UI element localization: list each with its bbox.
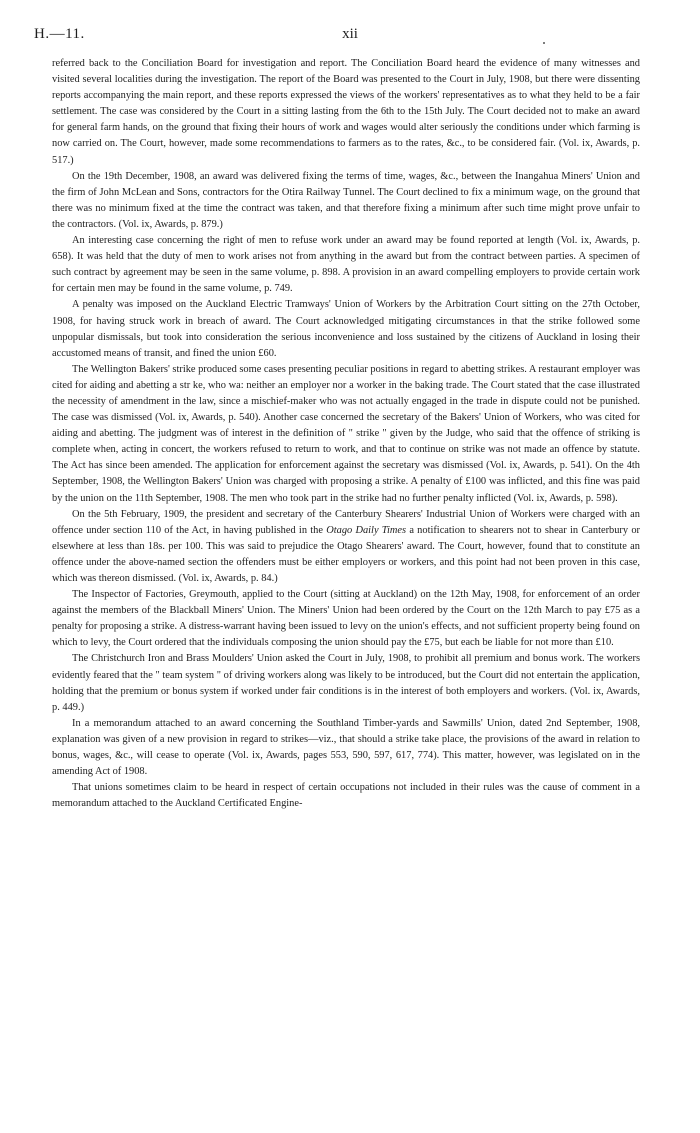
body-text	[52, 56, 640, 812]
paragraph-bakers-strike: The Wellington Bakers' strike produced some cases presenting peculiar positions in regard to abetting strikes. A restaurant employer was cited for aiding and abetting a str ke, who wa: neither an employer nor a worker in the baking trade. The Court stated that the case illustrated the necessity of amendment in the law, since a mischief-maker who was not actually engaged in the trade in dispute could not be punished. The case was dismissed (Vol. ix, Awards, p. 540). Another case concerned the secretary of the Bakers' Union of Workers, who was cited for aiding and abetting. The judgment was of interest in the definition of " strike " given by the Judge, who said that the offence of striking is complete when, acting in concert, the workers refused to return to work, and that to continue on strike was not made an offence by statute. The Act has since been amended. The application for enforcement against the secretary was dismissed (Vol. ix, Awards, p. 541). On the 4th September, 1908, the Wellington Bakers' Union was charged with proposing a strike. A penalty of £100 was inflicted, and this fine was paid by the union on the 11th September, 1908. The men who took part in the strike had no further penalty inflicted (Vol. ix, Awards, p. 598).	[52, 363, 640, 504]
page-header	[34, 26, 666, 48]
paragraph-southland-timber: In a memorandum attached to an award concerning the Southland Timber-yards and Sawmills' Union, dated 2nd September, 1908, explanation was given of a new provision in regard to strikes—viz., that should a strike take place, the provisions of the award in relation to bonus, wages, &c., will cease to operate (Vol. ix, Awards, pages 553, 590, 597, 617, 774). This matter, however, was legislated on in the amending Act of 1908.	[52, 717, 640, 778]
paragraph-farm-hands: referred back to the Conciliation Board for investigation and report. The Conciliation Board heard the evidence of many witnesses and visited several localities during the investigation. The report of the Board was presented to the Court in July, 1908, but there were dissenting reports accompanying the main report, and these reports expressed the views of the workers' representatives as to what they held to be a fair settlement. The case was considered by the Court in a sitting lasting from the 6th to the 15th July. The Court decided not to make an award for general farm hands, on the ground that fixing their hours of work and wages would alter seriously the conditions under which farming is now carried on. The Court, however, made some recommendations to farmers as to the rates, &c., to be considered fair. (Vol. ix, Awards, p. 517.)	[52, 58, 640, 166]
paragraph-shearers	[52, 507, 640, 587]
paragraph-refuse-work: An interesting case concerning the right of men to refuse work under an award may be found reported at length (Vol. ix, Awards, p. 658). It was held that the duty of men to work arises not from anything in the award but from the contract between parties. A specimen of such contract by agreement may be seen in the same volume, p. 898. A provision in an award compelling employers to provide certain work for certain men may be found in the same volume, p. 749.	[52, 235, 640, 295]
paragraph-blackball-miners: The Inspector of Factories, Greymouth, applied to the Court (sitting at Auckland) on the 12th May, 1908, for enforcement of an order against the members of the Blackball Miners' Union. The Miners' Union had been ordered by the Court on the 12th March to pay £75 as a penalty for proposing a strike. A distress-warrant having been issued to levy on the union's effects, and not sufficient property being found on which to levy, the Court ordered that the individuals composing the union should pay the £75, but each be liable for not more than £10.	[52, 589, 640, 649]
shearers-text-after: a notification to shearers not to shear in Canterbury or elsewhere at less than 18s. per 100. This was said to prejudice the Otago Shearers' award. The Court, however, found that to constitute an offence under the above-named section the offenders must be either employers or workers, and this point had not been proven in this case, which was thereon dismissed. (Vol. ix, Awards, p. 84.)	[52, 524, 641, 584]
newspaper-title: Otago Daily Times	[326, 524, 407, 536]
paragraph-engine-drivers: That unions sometimes claim to be heard in respect of certain occupations not included in their rules was the cause of comment in a memorandum attached to the Auckland Certificated Engine-	[52, 782, 640, 810]
shearers-text-before: On the 5th February, 1909, the president and secretary of the Canterbury Shearers' Industrial Union of Workers were charged with an offence under section 110 of the Act, in having published in the	[52, 508, 640, 536]
paragraph-moulders-bonus: The Christchurch Iron and Brass Moulders' Union asked the Court in July, 1908, to prohibit all premium and bonus work. The workers evidently feared that the " team system " of driving workers along was likely to be introduced, but the Court did not entertain the application, holding that the premium or bonus system if worked under fair conditions is in the interest of both employers and workers. (Vol. ix, Awards, p. 449.)	[52, 653, 640, 713]
paragraph-otira-tunnel: On the 19th December, 1908, an award was delivered fixing the terms of time, wages, &c., between the Inangahua Miners' Union and the firm of John McLean and Sons, contractors for the Otira Railway Tunnel. The Court declined to fix a minimum wage, on the ground that there was no minimum fixed at the time the contract was taken, and that therefore fixing a minimum after such time might prove unfair to the contractors. (Vol. ix, Awards, p. 879.)	[52, 170, 640, 230]
parliamentary-paper-number: H.—11.	[34, 26, 85, 42]
paragraph-tramways-penalty: A penalty was imposed on the Auckland Electric Tramways' Union of Workers by the Arbitration Court sitting on the 27th October, 1908, for having struck work in breach of award. The Court acknowledged mitigating circumstances in that the strike followed some unpopular dismissals, but took into consideration the serious inconvenience and loss sustained by the citizens of Auckland in losing their accustomed means of transit, and fined the union £60.	[52, 299, 640, 359]
page-number: xii	[342, 26, 358, 42]
print-speck	[543, 42, 545, 44]
